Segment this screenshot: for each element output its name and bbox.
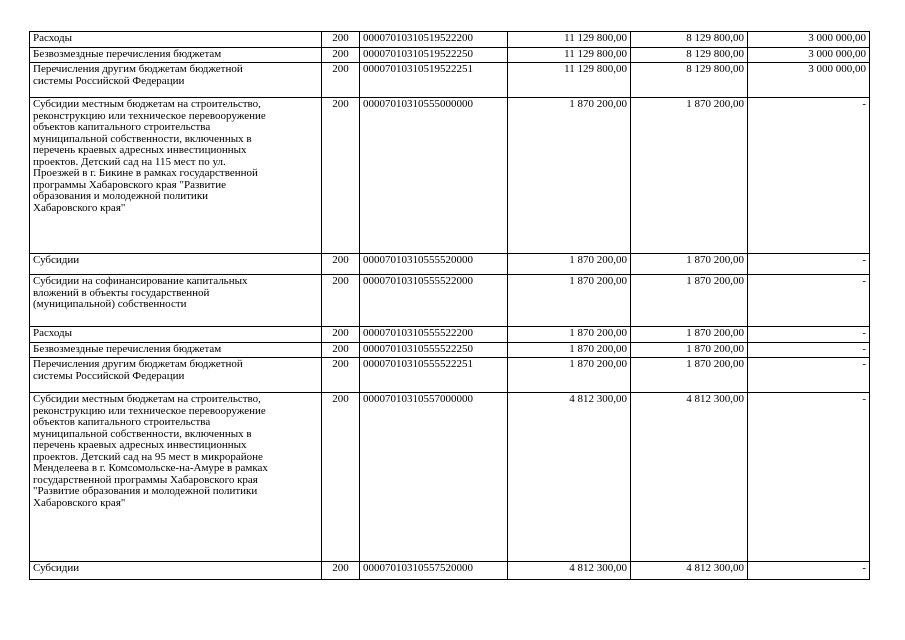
table-row (30, 327, 870, 343)
row-plan-cell: 4 812 300,00 (508, 393, 631, 562)
row-exec-cell: 1 870 200,00 (631, 98, 748, 254)
table-row (30, 342, 870, 358)
row-rest-cell: - (748, 342, 870, 358)
row-kbk-cell: 00007010310555000000 (360, 98, 508, 254)
row-kbk-cell: 00007010310555520000 (360, 254, 508, 275)
row-plan-cell: 11 129 800,00 (508, 47, 631, 63)
row-name-cell: Субсидии местным бюджетам на строительство, реконструкцию или техническое перевооружение объектов капитального строительства муниципальной собственности, включенных в перечень краевых адресных инвестиционных проектов. Детский сад на 95 мест в микрорайоне Менделеева в г. Комсомольске-на-Амуре в рамках государственной программы Хабаровского края "Развитие образования и молодежной политики Хабаровского края" (30, 393, 322, 562)
row-exec-cell: 1 870 200,00 (631, 254, 748, 275)
row-exec-cell: 8 129 800,00 (631, 32, 748, 48)
row-rest-cell: - (748, 275, 870, 327)
row-plan-cell: 1 870 200,00 (508, 275, 631, 327)
table-row (30, 32, 870, 48)
row-name-cell: Перечисления другим бюджетам бюджетной системы Российской Федерации (30, 358, 322, 393)
table-row (30, 63, 870, 98)
row-rest-cell: - (748, 393, 870, 562)
row-code-cell: 200 (322, 47, 360, 63)
row-rest-cell: - (748, 562, 870, 580)
row-rest-cell: - (748, 98, 870, 254)
row-plan-cell: 1 870 200,00 (508, 358, 631, 393)
row-rest-cell: - (748, 254, 870, 275)
row-name-cell: Субсидии на софинансирование капитальных вложений в объекты государственной (муниципальной) собственности (30, 275, 322, 327)
row-kbk-cell: 00007010310557520000 (360, 562, 508, 580)
row-plan-cell: 1 870 200,00 (508, 342, 631, 358)
row-rest-cell: 3 000 000,00 (748, 32, 870, 48)
table-row (30, 393, 870, 562)
row-exec-cell: 1 870 200,00 (631, 342, 748, 358)
row-code-cell: 200 (322, 98, 360, 254)
row-name-cell: Субсидии (30, 254, 322, 275)
row-code-cell: 200 (322, 63, 360, 98)
table-row (30, 254, 870, 275)
row-rest-cell: - (748, 358, 870, 393)
row-exec-cell: 1 870 200,00 (631, 275, 748, 327)
table-row (30, 358, 870, 393)
row-code-cell: 200 (322, 275, 360, 327)
row-name-cell: Перечисления другим бюджетам бюджетной системы Российской Федерации (30, 63, 322, 98)
row-kbk-cell: 00007010310555522251 (360, 358, 508, 393)
row-plan-cell: 1 870 200,00 (508, 327, 631, 343)
budget-execution-table (29, 31, 870, 580)
row-kbk-cell: 00007010310519522251 (360, 63, 508, 98)
row-plan-cell: 11 129 800,00 (508, 63, 631, 98)
row-kbk-cell: 00007010310555522200 (360, 327, 508, 343)
row-exec-cell: 1 870 200,00 (631, 358, 748, 393)
row-name-cell: Расходы (30, 327, 322, 343)
row-plan-cell: 1 870 200,00 (508, 254, 631, 275)
table-row (30, 47, 870, 63)
row-code-cell: 200 (322, 393, 360, 562)
row-code-cell: 200 (322, 342, 360, 358)
row-code-cell: 200 (322, 327, 360, 343)
table-row (30, 98, 870, 254)
row-plan-cell: 1 870 200,00 (508, 98, 631, 254)
row-rest-cell: - (748, 327, 870, 343)
row-code-cell: 200 (322, 32, 360, 48)
row-exec-cell: 8 129 800,00 (631, 63, 748, 98)
row-exec-cell: 8 129 800,00 (631, 47, 748, 63)
row-code-cell: 200 (322, 562, 360, 580)
row-name-cell: Безвозмездные перечисления бюджетам (30, 47, 322, 63)
row-exec-cell: 4 812 300,00 (631, 562, 748, 580)
row-kbk-cell: 00007010310555522250 (360, 342, 508, 358)
row-plan-cell: 11 129 800,00 (508, 32, 631, 48)
row-name-cell: Безвозмездные перечисления бюджетам (30, 342, 322, 358)
table-row (30, 562, 870, 580)
row-plan-cell: 4 812 300,00 (508, 562, 631, 580)
row-code-cell: 200 (322, 358, 360, 393)
table-row (30, 275, 870, 327)
row-kbk-cell: 00007010310519522250 (360, 47, 508, 63)
row-name-cell: Расходы (30, 32, 322, 48)
row-kbk-cell: 00007010310519522200 (360, 32, 508, 48)
row-code-cell: 200 (322, 254, 360, 275)
row-exec-cell: 4 812 300,00 (631, 393, 748, 562)
row-rest-cell: 3 000 000,00 (748, 47, 870, 63)
row-exec-cell: 1 870 200,00 (631, 327, 748, 343)
row-rest-cell: 3 000 000,00 (748, 63, 870, 98)
row-name-cell: Субсидии (30, 562, 322, 580)
row-kbk-cell: 00007010310557000000 (360, 393, 508, 562)
row-kbk-cell: 00007010310555522000 (360, 275, 508, 327)
row-name-cell: Субсидии местным бюджетам на строительство, реконструкцию или техническое перевооружение объектов капитального строительства муниципальной собственности, включенных в перечень краевых адресных инвестиционных проектов. Детский сад на 115 мест по ул. Проезжей в г. Бикине в рамках государственной программы Хабаровского края "Развитие образования и молодежной политики Хабаровского края" (30, 98, 322, 254)
